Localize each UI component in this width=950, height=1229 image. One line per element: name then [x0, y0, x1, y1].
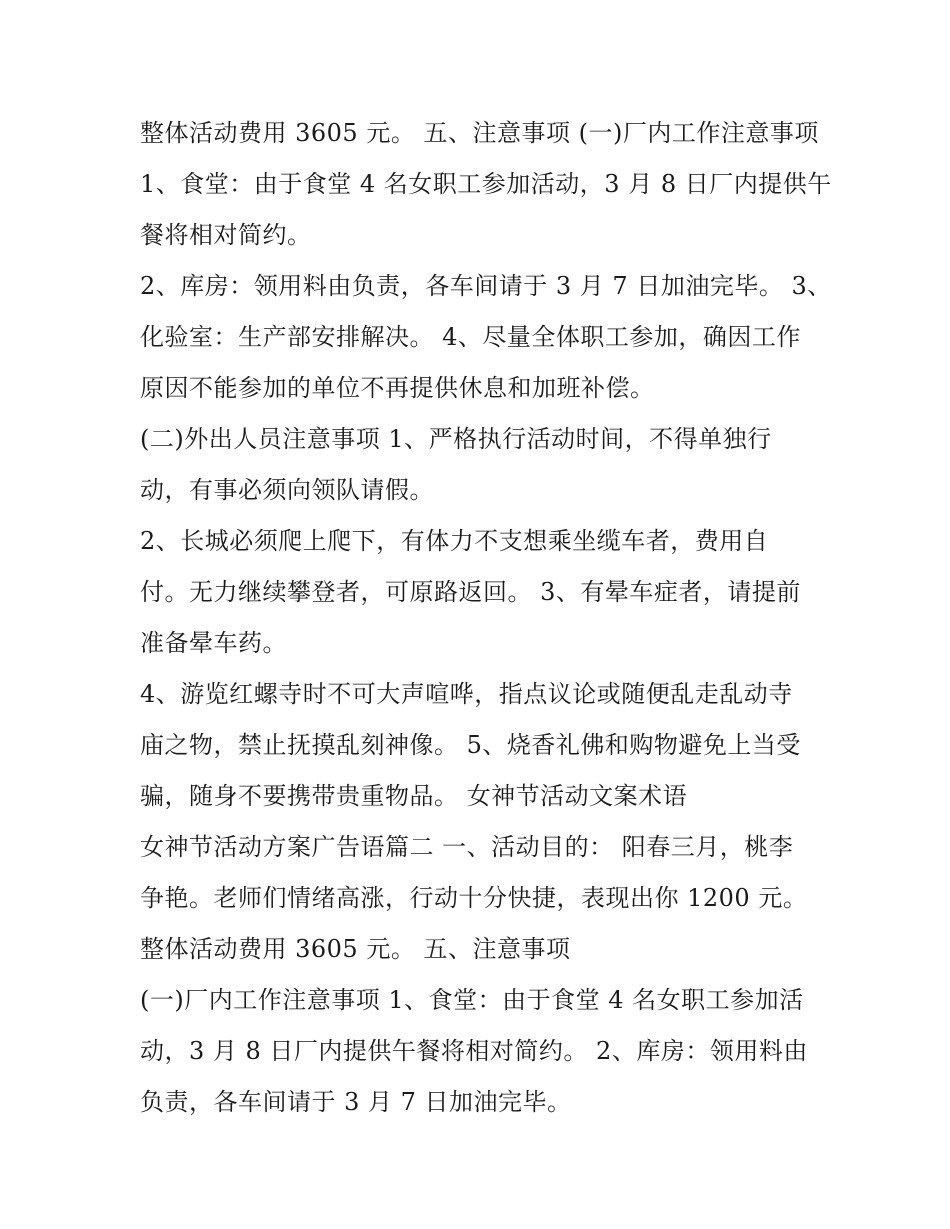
text-line: 2、库房：领用料由负责，各车间请于 3 月 7 日加油完毕。 3、 — [140, 272, 832, 300]
text-line: 1、食堂：由于食堂 4 名女职工参加活动，3 月 8 日厂内提供午 — [140, 170, 832, 198]
text-line: 付。无力继续攀登者，可原路返回。 3、有晕车症者，请提前 — [140, 578, 801, 606]
text-line: 动，3 月 8 日厂内提供午餐将相对简约。 2、库房：领用料由 — [140, 1037, 808, 1065]
document-body — [140, 108, 832, 1128]
text-line: (一)厂内工作注意事项 1、食堂：由于食堂 4 名女职工参加活 — [140, 986, 804, 1014]
text-line: 女神节活动方案广告语篇二 一、活动目的： 阳春三月，桃李 — [140, 833, 794, 861]
text-line: 骗，随身不要携带贵重物品。 女神节活动文案术语 — [140, 782, 688, 810]
text-line: 争艳。老师们情绪高涨，行动十分快捷，表现出你 1200 元。 — [140, 884, 808, 912]
text-line: 餐将相对简约。 — [140, 221, 312, 249]
text-line: 动，有事必须向领队请假。 — [140, 476, 434, 504]
text-line: 整体活动费用 3605 元。 五、注意事项 (一)厂内工作注意事项 — [140, 119, 819, 147]
text-line: 4、游览红螺寺时不可大声喧哗，指点议论或随便乱走乱动寺 — [140, 680, 793, 708]
text-line: (二)外出人员注意事项 1、严格执行活动时间，不得单独行 — [140, 425, 772, 453]
text-line: 庙之物，禁止抚摸乱刻神像。 5、烧香礼佛和购物避免上当受 — [140, 731, 801, 759]
text-line: 2、长城必须爬上爬下，有体力不支想乘坐缆车者，费用自 — [140, 527, 769, 555]
text-line: 化验室：生产部安排解决。 4、尽量全体职工参加，确因工作 — [140, 323, 801, 351]
text-line: 负责，各车间请于 3 月 7 日加油完毕。 — [140, 1088, 572, 1116]
text-line: 整体活动费用 3605 元。 五、注意事项 — [140, 935, 571, 963]
text-line: 准备晕车药。 — [140, 629, 287, 657]
text-line: 原因不能参加的单位不再提供休息和加班补偿。 — [140, 374, 655, 402]
